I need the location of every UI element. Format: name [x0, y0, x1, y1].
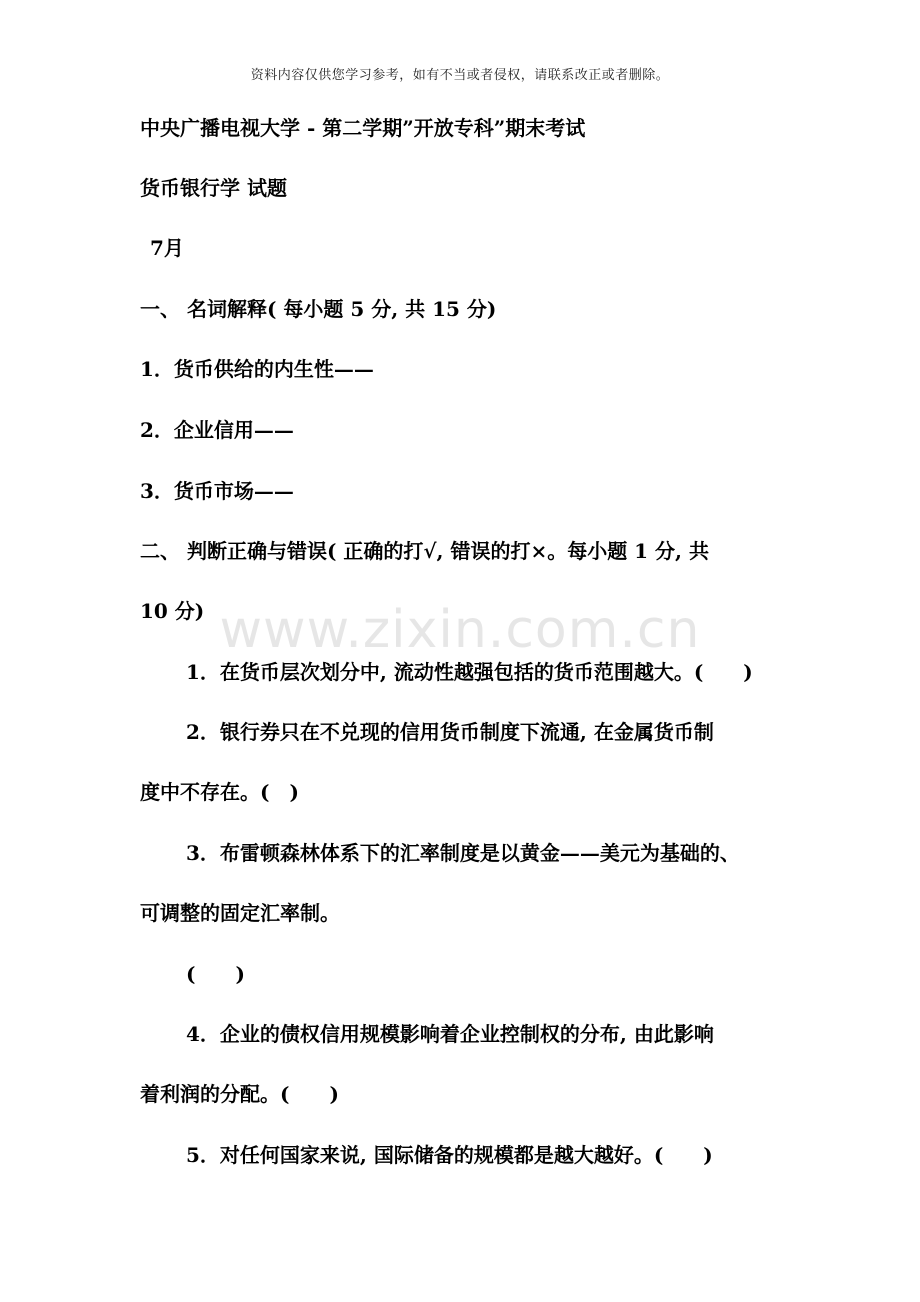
question-5: 5．对任何国家来说, 国际储备的规模都是越大越好。( ) [186, 1143, 713, 1167]
section1-item-2: 2．企业信用—— [140, 418, 294, 442]
exam-subject: 货币银行学 试题 [140, 176, 287, 200]
exam-date: 7月 [150, 236, 184, 260]
question-2-cont: 度中不存在。( ) [140, 780, 299, 804]
section1-item-1: 1．货币供给的内生性—— [140, 357, 374, 381]
header-disclaimer: 资料内容仅供您学习参考，如有不当或者侵权，请联系改正或者删除。 [250, 68, 670, 83]
section2-heading: 二、 判断正确与错误( 正确的打√, 错误的打×。每小题 1 分, 共 [140, 539, 709, 563]
question-3-answer-blank: ( ) [186, 962, 245, 986]
question-3: 3．布雷顿森林体系下的汇率制度是以黄金——美元为基础的、 [186, 841, 740, 865]
question-4: 4．企业的债权信用规模影响着企业控制权的分布, 由此影响 [186, 1022, 714, 1046]
section2-heading-cont: 10 分) [140, 599, 205, 623]
exam-title: 中央广播电视大学 - 第二学期”开放专科”期末考试 [140, 116, 586, 140]
question-3-cont: 可调整的固定汇率制。 [140, 901, 340, 925]
question-4-cont: 着利润的分配。( ) [140, 1082, 339, 1106]
question-2: 2．银行券只在不兑现的信用货币制度下流通, 在金属货币制 [186, 720, 714, 744]
section1-heading: 一、 名词解释( 每小题 5 分, 共 15 分) [140, 297, 497, 321]
question-1: 1．在货币层次划分中, 流动性越强包括的货币范围越大。( ) [186, 660, 753, 684]
watermark: www.zixin.com.cn [219, 600, 701, 660]
section1-item-3: 3．货币市场—— [140, 479, 294, 503]
